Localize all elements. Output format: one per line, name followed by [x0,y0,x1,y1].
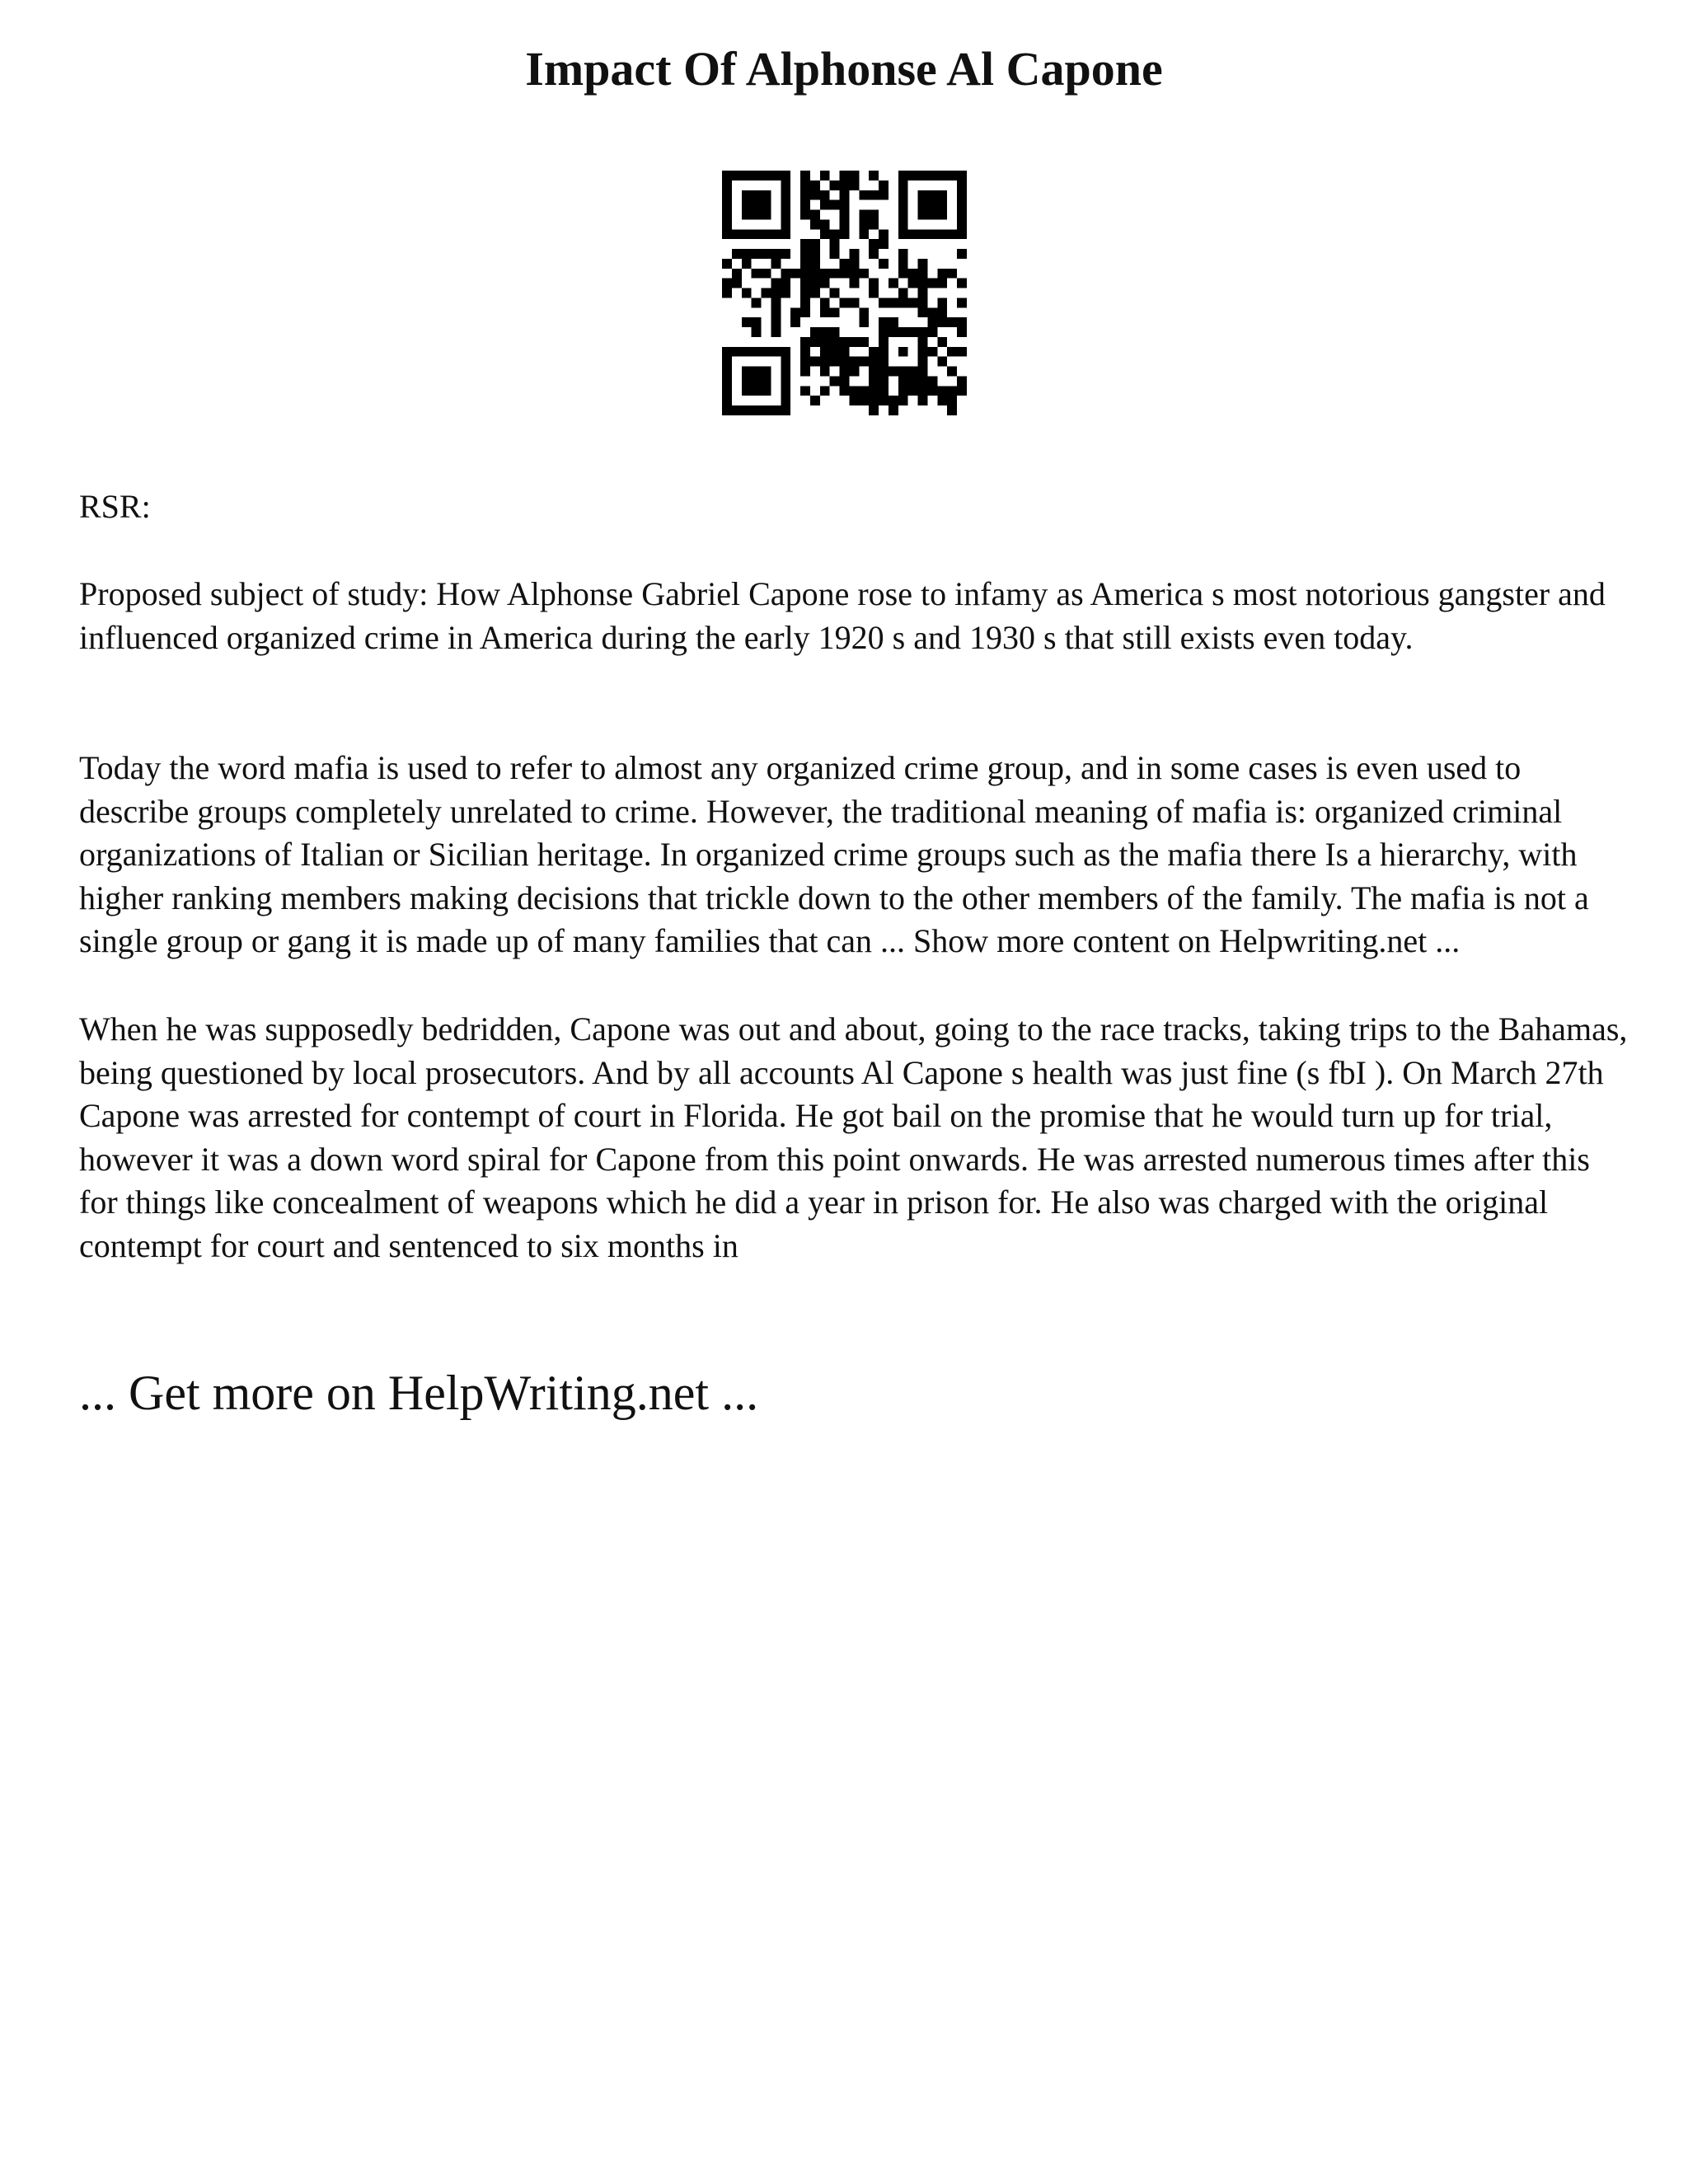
paragraph-mafia: Today the word mafia is used to refer to almost any organized crime group, and in some cases is even used to describe groups completely unrelated to crime. However, the traditional meaning of mafia is: organized criminal organizations of Italian or Sicilian heritage. In organized crime groups such as the mafia there Is a hierarchy, with higher ranking members making decisions that trickle down to the other members of the family. The mafia is not a single group or gang it is made up of many families that can ... Show more content on Helpwriting.net ... [79,749,1589,959]
qr-code-icon [722,171,967,415]
get-more-link[interactable]: ... Get more on HelpWriting.net ... [79,1366,759,1420]
qr-code-graphic [722,171,967,415]
section-label: RSR: [79,488,151,525]
paragraph-subject: Proposed subject of study: How Alphonse Gabriel Capone rose to infamy as America s most notorious gangster and influenced organized crime in America during the early 1920 s and 1930 s that still exists even today. [79,575,1606,656]
paragraph-capone: When he was supposedly bedridden, Capone was out and about, going to the race tracks, taking trips to the Bahamas, being questioned by local prosecutors. And by all accounts Al Capone s health was just fine (s fbI ). On March 27th Capone was arrested for contempt of court in Florida. He got bail on the promise that he would turn up for trial, however it was a down word spiral for Capone from this point onwards. He was arrested numerous times after this for things like concealment of weapons which he did a year in prison for. He also was charged with the original contempt for court and sentenced to six months in [79,1010,1628,1264]
page-title: Impact Of Alphonse Al Capone [525,42,1163,96]
